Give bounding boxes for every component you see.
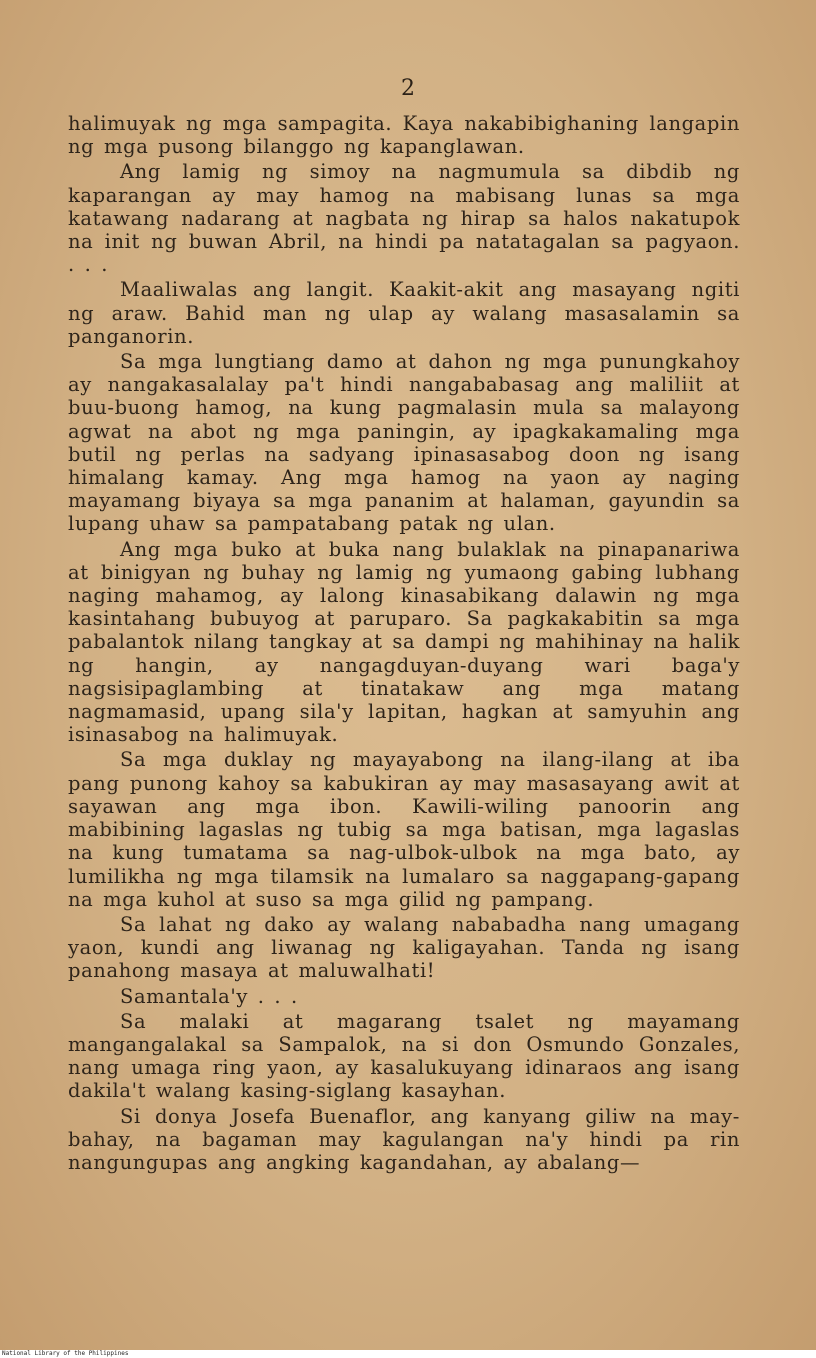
paragraph: Sa malaki at magarang tsalet ng mayamang mangangalakal sa Sampalok, na si don Osmundo Gonzales, nang umaga ring yaon, ay kasalukuyang idinaraos ang isang dakila't walang kasing-siglang kasayhan. [68, 1009, 740, 1103]
paragraph: Ang mga buko at buka nang bulaklak na pinapanariwa at binigyan ng buhay ng lamig ng yumaong gabing lubhang naging mahamog, ay lalong kinasabikang dalawin ng mga kasintahang bubuyog at paruparo. Sa pagkakabitin sa mga pabalantok nilang tangkay at sa dampi ng mahihinay na halik ng hangin, ay nangagduyan-duyang wari baga'y nagsisipaglambing at tinatakaw ang mga matang nagmamasid, upang sila'y lapitan, hagkan at samyuhin ang isinasabog na halimuyak. [68, 537, 740, 747]
body-text [68, 112, 740, 1176]
paragraph: Si donya Josefa Buenaflor, ang kanyang giliw na may-bahay, na bagaman may kagulangan na'y hindi pa rin nangungupas ang angking kagandahan, ay abalang— [68, 1104, 740, 1174]
footer-strip [0, 1350, 816, 1358]
paragraph: Sa lahat ng dako ay walang nababadha nang umagang yaon, kundi ang liwanag ng kaligayahan. Tanda ng isang panahong masaya at maluwalhati! [68, 912, 740, 983]
paragraph: Samantala'y . . . [120, 984, 298, 1008]
paragraph: Sa mga duklay ng mayayabong na ilang-ilang at iba pang punong kahoy sa kabukiran ay may masasayang awit at sayawan ang mga ibon. Kawili-wiling panoorin ang mabibining lagaslas ng tubig sa mga batisan, mga lagaslas na kung tumatama sa nag-ulbok-ulbok na mga bato, ay lumilikha ng mga tilamsik na lumalaro sa naggapang-gapang na mga kuhol at suso sa mga gilid ng pampang. [68, 748, 740, 911]
paragraph: halimuyak ng mga sampagita. Kaya nakabibighaning langapin ng mga pusong bilanggo ng kapanglawan. [68, 112, 740, 159]
library-credit: National Library of the Philippines [2, 1350, 129, 1357]
paragraph: Ang lamig ng simoy na nagmumula sa dibdib ng kaparangan ay may hamog na mabisang lunas sa mga katawang nadarang at nagbata ng hirap sa halos nakatupok na init ng buwan Abril, na hindi pa natatagalan sa pagyaon. . . . [68, 160, 740, 277]
page-number: 2 [401, 76, 415, 101]
paragraph: Maaliwalas ang langit. Kaakit-akit ang masayang ngiti ng araw. Bahid man ng ulap ay walang masasalamin sa panganorin. [68, 278, 740, 348]
paragraph: Sa mga lungtiang damo at dahon ng mga punungkahoy ay nangakasalalay pa't hindi nangababasag ang maliliit at buu-buong hamog, na kung pagmalasin mula sa malayong agwat na abot ng mga paningin, ay ipagkakamaling mga butil ng perlas na sadyang ipinasasabog doon ng isang himalang kamay. Ang mga hamog na yaon ay naging mayamang biyaya sa mga pananim at halaman, gayundin sa lupang uhaw sa pampatabang patak ng ulan. [68, 350, 740, 536]
